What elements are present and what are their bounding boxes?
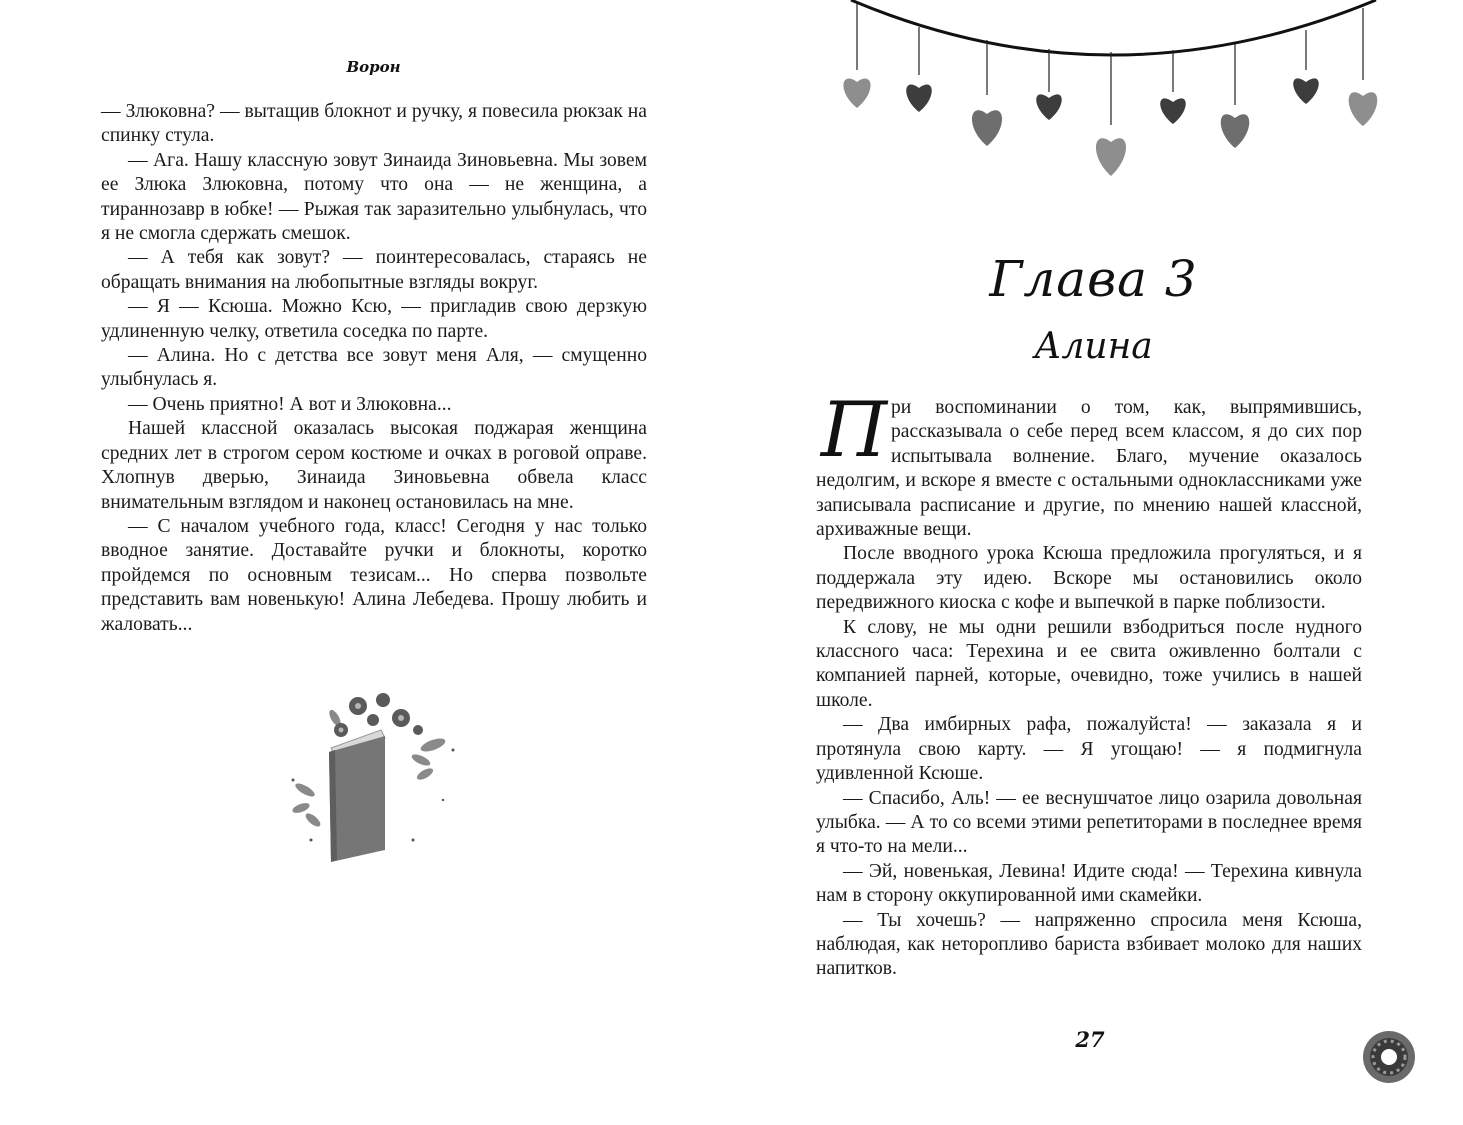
left-page [0, 0, 731, 1125]
paragraph: — Спасибо, Аль! — ее веснушчатое лицо озарила довольная улыбка. — А то со всеми этими репетиторами в последнее время я что-то на мели... [816, 787, 1362, 858]
paragraph: После вводного урока Ксюша предложила прогуляться, и я поддержала эту идею. Вскоре мы остановились около передвижного киоска с кофе и выпечкой в парке поблизости. [816, 543, 1362, 614]
paragraph: — Я — Ксюша. Можно Ксю, — пригладив свою дерзкую удлиненную челку, ответила соседка по парте. [101, 296, 647, 342]
paragraph: — Эй, новенькая, Левина! Идите сюда! — Терехина кивнула нам в сторону оккупированной ими скамейки. [816, 860, 1362, 907]
paragraph: — А тебя как зовут? — поинтересовалась, стараясь не обращать внимания на любопытные взгляды вокруг. [101, 247, 647, 293]
paragraph: — Злюковна? — вытащив блокнот и ручку, я повесила рюкзак на спинку стула. [101, 101, 647, 147]
drop-cap-letter: П [820, 385, 888, 474]
drop-cap [812, 385, 896, 474]
right-page-text [816, 396, 1362, 982]
chapter-title: Глава 3 [989, 250, 1198, 308]
paragraph: — Два имбирных рафа, пожалуйста! — заказала я и протянула свою карту. — Я угощаю! — я подмигнула удивленной Ксюше. [816, 714, 1362, 785]
first-paragraph: ри воспоминании о том, как, выпрямившись, рассказывала о себе перед всем классом, я до сих пор испытывала волнение. Благо, мучение оказалось недолгим, и вскоре я вместе с остальными одноклассниками уже записывала расписание и другие, по мнению нашей классной, архиважные вещи. [816, 397, 1362, 541]
chapter-subtitle: Алина [1034, 326, 1153, 367]
paragraph: — Ага. Нашу классную зовут Зинаида Зиновьевна. Мы зовем ее Злюка Злюковна, потому что она — не женщина, а тираннозавр в юбке! — Рыжая так заразительно улыбнулась, что я не смогла сдержать смешок. [101, 149, 647, 245]
book-with-flowers-illustration [283, 690, 465, 865]
paragraph: — Ты хочешь? — напряженно спросила меня Ксюша, наблюдая, как неторопливо бариста взбивает молоко для наших напитков. [816, 909, 1362, 980]
page-number: 27 [1075, 1027, 1105, 1052]
paragraph: — С началом учебного года, класс! Сегодня у нас только вводное занятие. Доставайте ручки и блокноты, коротко пройдемся по основным тезисам... Но сперва позвольте представить вам новенькую! Алина Лебедева. Прошу любить и жаловать... [101, 515, 647, 635]
paragraph: — Очень приятно! А вот и Злюковна... [128, 393, 452, 415]
paragraph: К слову, не мы одни решили взбодриться после нудного классного часа: Терехина и ее свита оживленно болтали с компанией парней, которые, очевидно, тоже учились в нашей школе. [816, 616, 1362, 711]
left-page-text [101, 100, 647, 637]
donut-corner-icon [1361, 1029, 1417, 1085]
right-page [731, 0, 1463, 1125]
running-head: Ворон [346, 58, 401, 76]
hearts-garland-illustration [831, 0, 1391, 190]
paragraph: Нашей классной оказалась высокая поджарая женщина средних лет в строгом сером костюме и очках в роговой оправе. Хлопнув дверью, Зинаида Зиновьевна обвела класс внимательным взглядом и наконец остановилась на мне. [101, 418, 647, 513]
paragraph: — Алина. Но с детства все зовут меня Аля, — смущенно улыбнулась я. [101, 345, 647, 391]
